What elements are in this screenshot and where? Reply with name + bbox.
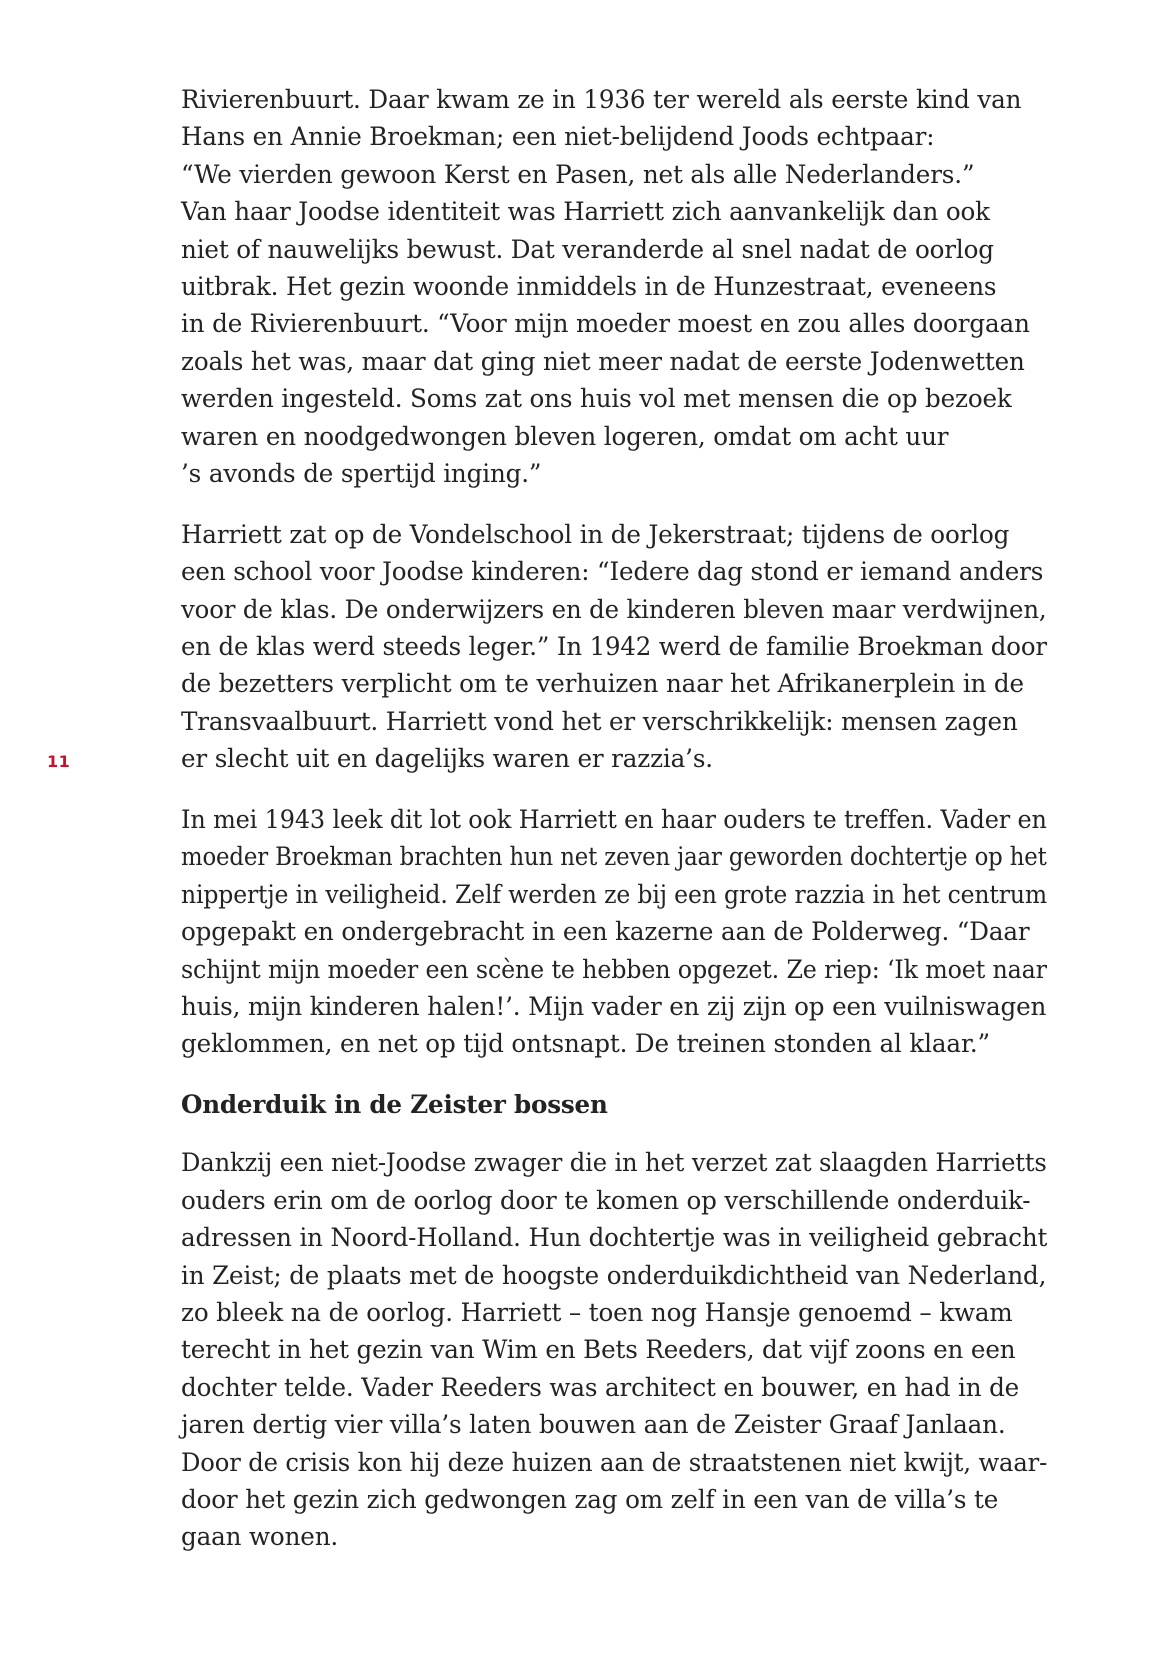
text-line: in de Rivierenbuurt. “Voor mijn moeder moest en zou alles doorgaan — [181, 309, 1030, 339]
text-line: voor de klas. De onderwijzers en de kinderen bleven maar verdwijnen, — [181, 594, 1047, 624]
text-line: in Zeist; de plaats met de hoogste onderduikdichtheid van Nederland, — [181, 1260, 1047, 1290]
text-line: waren en noodgedwongen bleven logeren, omdat om acht uur — [181, 421, 949, 451]
text-line: nippertje in veiligheid. Zelf werden ze bij een grote razzia in het centrum — [181, 879, 1047, 909]
text-line: moeder Broekman brachten hun net zeven jaar geworden dochtertje op het — [181, 842, 1047, 872]
text-line: “We vierden gewoon Kerst en Pasen, net als alle Nederlanders.” — [181, 159, 975, 189]
body-text-column — [181, 81, 1061, 1556]
text-line: Transvaalbuurt. Harriett vond het er verschrikkelijk: mensen zagen — [181, 706, 1018, 736]
text-line: en de klas werd steeds leger.” In 1942 werd de familie Broekman door — [181, 631, 1047, 661]
text-line: Van haar Joodse identiteit was Harriett zich aanvankelijk dan ook — [181, 197, 990, 227]
text-line: zo bleek na de oorlog. Harriett – toen nog Hansje genoemd – kwam — [181, 1297, 1013, 1327]
text-line: opgepakt en ondergebracht in een kazerne aan de Polderweg. “Daar — [181, 917, 1030, 947]
paragraph-rivierenbuurt — [181, 81, 1061, 492]
text-line: Hans en Annie Broekman; een niet-belijdend Joods echtpaar: — [181, 122, 935, 152]
text-line: de bezetters verplicht om te verhuizen naar het Afrikanerplein in de — [181, 669, 1024, 699]
text-line: ’s avonds de spertijd inging.” — [181, 458, 542, 488]
text-line: In mei 1943 leek dit lot ook Harriett en haar ouders te treffen. Vader en — [181, 805, 1047, 835]
text-line: huis, mijn kinderen halen!’. Mijn vader en zij zijn op een vuilniswagen — [181, 991, 1047, 1021]
text-line: Harriett zat op de Vondelschool in de Jekerstraat; tijdens de oorlog — [181, 519, 1010, 549]
paragraph-mei-1943 — [181, 801, 1061, 1063]
text-line: Rivierenbuurt. Daar kwam ze in 1936 ter wereld als eerste kind van — [181, 85, 1022, 114]
text-line: gaan wonen. — [181, 1522, 339, 1552]
text-line: er slecht uit en dagelijks waren er razzia’s. — [181, 744, 713, 774]
text-line: Door de crisis kon hij deze huizen aan de straatstenen niet kwijt, waar- — [181, 1447, 1048, 1477]
paragraph-vondelschool — [181, 516, 1061, 778]
text-line: een school voor Joodse kinderen: “Iedere dag stond er iemand anders — [181, 557, 1044, 587]
text-line: jaren dertig vier villa’s laten bouwen aan de Zeister Graaf Janlaan. — [181, 1410, 1006, 1440]
text-line: adressen in Noord-Holland. Hun dochtertje was in veiligheid gebracht — [181, 1223, 1048, 1253]
text-line: door het gezin zich gedwongen zag om zelf in een van de villa’s te — [181, 1484, 999, 1514]
text-line: niet of nauwelijks bewust. Dat veranderde al snel nadat de oorlog — [181, 234, 994, 264]
text-line: dochter telde. Vader Reeders was architect en bouwer, en had in de — [181, 1372, 1020, 1402]
text-line: Dankzij een niet-Joodse zwager die in het verzet zat slaagden Harrietts — [181, 1148, 1047, 1178]
text-line: terecht in het gezin van Wim en Bets Reeders, dat vijf zoons en een — [181, 1335, 1016, 1365]
text-line: geklommen, en net op tijd ontsnapt. De treinen stonden al klaar.” — [181, 1029, 990, 1059]
text-line: werden ingesteld. Soms zat ons huis vol met mensen die op bezoek — [181, 384, 1012, 414]
page-number: 11 — [47, 752, 71, 771]
paragraph-onderduik — [181, 1144, 1061, 1555]
text-line: zoals het was, maar dat ging niet meer nadat de eerste Jodenwetten — [181, 346, 1025, 376]
text-line: ouders erin om de oorlog door te komen op verschillende onderduik- — [181, 1185, 1031, 1215]
text-line: schijnt mijn moeder een scène te hebben opgezet. Ze riep: ‘Ik moet naar — [181, 954, 1047, 984]
section-heading: Onderduik in de Zeister bossen — [181, 1090, 608, 1120]
text-line: uitbrak. Het gezin woonde inmiddels in de Hunzestraat, eveneens — [181, 271, 997, 301]
